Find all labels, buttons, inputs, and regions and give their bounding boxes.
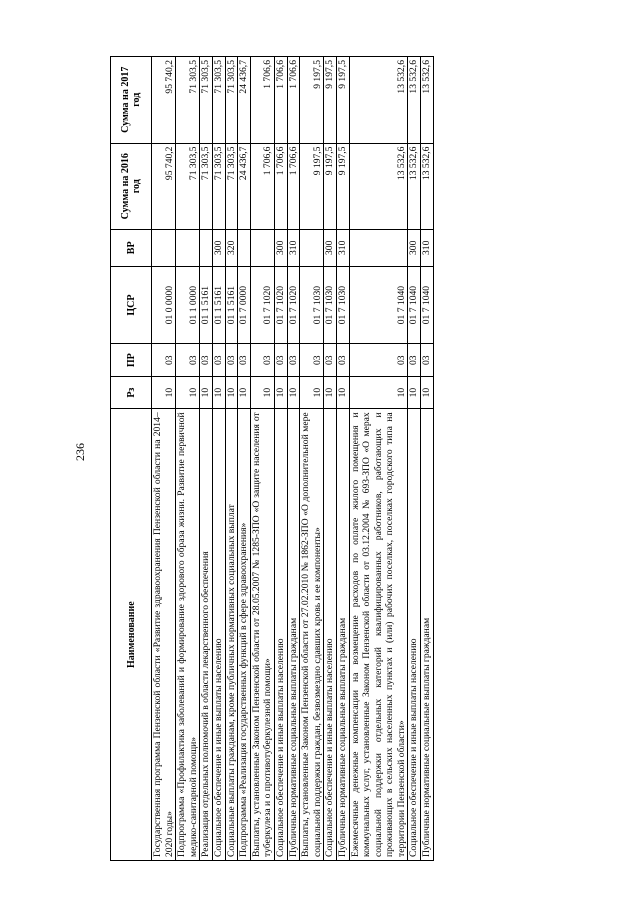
cell-sum-2017: 1 706,6 bbox=[250, 57, 274, 144]
cell-name: Государственная программа Пензенской области «Развитие здравоохранения Пензенской области на 2014–2020 годы» bbox=[152, 409, 176, 861]
cell-csr: 01 7 1040 bbox=[421, 266, 434, 344]
cell-pr: 03 bbox=[200, 344, 213, 376]
table-row bbox=[176, 57, 200, 861]
cell-csr: 01 1 5161 bbox=[225, 266, 238, 344]
cell-rz: 10 bbox=[349, 376, 408, 408]
cell-name: Социальное обеспечение и иные выплаты населению bbox=[212, 409, 225, 861]
cell-vr: 300 bbox=[212, 229, 225, 266]
cell-sum-2017: 95 740,2 bbox=[152, 57, 176, 144]
cell-name: Публичные нормативные социальные выплаты гражданам bbox=[287, 409, 300, 861]
table-row bbox=[225, 57, 238, 861]
cell-rz: 10 bbox=[274, 376, 287, 408]
cell-pr: 03 bbox=[408, 344, 421, 376]
cell-name: Социальное обеспечение и иные выплаты населению bbox=[274, 409, 287, 861]
cell-vr: 300 bbox=[324, 229, 337, 266]
cell-csr: 01 7 1040 bbox=[349, 266, 408, 344]
cell-name: Ежемесячные денежные компенсации на возмещение расходов по оплате жилого помещения и коммунальных услуг, установленные Законом Пензенской области от 03.12.2004 № 693-ЗПО «О мерах социальной поддержки отдельных категорий квалифицированных работников, работающих и проживающих в сельских населенных пунктах и (или) рабочих поселках, поселках городского типа на территории Пензенской области» bbox=[349, 409, 408, 861]
table-row bbox=[324, 57, 337, 861]
table-row bbox=[152, 57, 176, 861]
header-csr: ЦСР bbox=[111, 266, 152, 344]
cell-vr bbox=[250, 229, 274, 266]
table-row bbox=[300, 57, 324, 861]
cell-csr: 01 1 5161 bbox=[200, 266, 213, 344]
cell-sum-2016: 9 197,5 bbox=[336, 143, 349, 229]
cell-vr: 310 bbox=[421, 229, 434, 266]
header-name: Наименование bbox=[111, 409, 152, 861]
cell-sum-2017: 9 197,5 bbox=[300, 57, 324, 144]
table-row bbox=[421, 57, 434, 861]
cell-vr bbox=[176, 229, 200, 266]
cell-csr: 01 1 5161 bbox=[212, 266, 225, 344]
cell-pr: 03 bbox=[225, 344, 238, 376]
cell-pr: 03 bbox=[152, 344, 176, 376]
cell-csr: 01 7 1030 bbox=[324, 266, 337, 344]
cell-vr: 310 bbox=[287, 229, 300, 266]
cell-sum-2017: 13 532,6 bbox=[421, 57, 434, 144]
cell-vr: 300 bbox=[274, 229, 287, 266]
cell-name: Выплаты, установленные Законом Пензенской области от 28.05.2007 № 1285-ЗПО «О защите населения от туберкулеза и о противотуберкулезной помощи» bbox=[250, 409, 274, 861]
cell-name: Публичные нормативные социальные выплаты гражданам bbox=[336, 409, 349, 861]
table-row bbox=[212, 57, 225, 861]
cell-sum-2016: 13 532,6 bbox=[408, 143, 421, 229]
cell-rz: 10 bbox=[176, 376, 200, 408]
cell-csr: 01 7 1030 bbox=[300, 266, 324, 344]
cell-sum-2017: 1 706,6 bbox=[274, 57, 287, 144]
cell-vr: 300 bbox=[408, 229, 421, 266]
cell-rz: 10 bbox=[421, 376, 434, 408]
cell-name: Подпрограмма «Реализация государственных функций в сфере здравоохранения» bbox=[238, 409, 251, 861]
cell-rz: 10 bbox=[287, 376, 300, 408]
cell-vr bbox=[238, 229, 251, 266]
cell-pr: 03 bbox=[287, 344, 300, 376]
cell-rz: 10 bbox=[152, 376, 176, 408]
header-rz: Рз bbox=[111, 376, 152, 408]
cell-pr: 03 bbox=[336, 344, 349, 376]
table-row bbox=[349, 57, 408, 861]
cell-sum-2016: 1 706,6 bbox=[274, 143, 287, 229]
cell-vr: 310 bbox=[336, 229, 349, 266]
cell-sum-2016: 1 706,6 bbox=[250, 143, 274, 229]
cell-sum-2017: 9 197,5 bbox=[336, 57, 349, 144]
table-header-row bbox=[111, 57, 152, 861]
cell-sum-2016: 9 197,5 bbox=[300, 143, 324, 229]
cell-vr bbox=[152, 229, 176, 266]
cell-csr: 01 7 1020 bbox=[274, 266, 287, 344]
cell-pr: 03 bbox=[421, 344, 434, 376]
cell-pr: 03 bbox=[212, 344, 225, 376]
cell-sum-2016: 71 303,5 bbox=[176, 143, 200, 229]
cell-pr: 03 bbox=[176, 344, 200, 376]
cell-name: Социальное обеспечение и иные выплаты населению bbox=[324, 409, 337, 861]
cell-pr: 03 bbox=[300, 344, 324, 376]
budget-table bbox=[110, 56, 434, 861]
cell-pr: 03 bbox=[238, 344, 251, 376]
table-row bbox=[200, 57, 213, 861]
cell-csr: 01 7 1020 bbox=[250, 266, 274, 344]
cell-rz: 10 bbox=[225, 376, 238, 408]
cell-vr bbox=[200, 229, 213, 266]
cell-sum-2017: 71 303,5 bbox=[225, 57, 238, 144]
cell-csr: 01 0 0000 bbox=[152, 266, 176, 344]
cell-rz: 10 bbox=[336, 376, 349, 408]
page-number: 236 bbox=[73, 443, 87, 461]
cell-pr: 03 bbox=[349, 344, 408, 376]
cell-sum-2016: 1 706,6 bbox=[287, 143, 300, 229]
cell-name: Социальные выплаты гражданам, кроме публичных нормативных социальных выплат bbox=[225, 409, 238, 861]
cell-csr: 01 7 0000 bbox=[238, 266, 251, 344]
cell-vr bbox=[300, 229, 324, 266]
cell-vr bbox=[349, 229, 408, 266]
cell-sum-2017: 1 706,6 bbox=[287, 57, 300, 144]
cell-rz: 10 bbox=[212, 376, 225, 408]
cell-sum-2017: 9 197,5 bbox=[324, 57, 337, 144]
cell-rz: 10 bbox=[200, 376, 213, 408]
table-row bbox=[250, 57, 274, 861]
table-row bbox=[408, 57, 421, 861]
cell-sum-2017: 13 532,6 bbox=[408, 57, 421, 144]
cell-sum-2016: 71 303,5 bbox=[225, 143, 238, 229]
cell-pr: 03 bbox=[250, 344, 274, 376]
cell-sum-2016: 95 740,2 bbox=[152, 143, 176, 229]
cell-rz: 10 bbox=[408, 376, 421, 408]
header-sum-2016: Сумма на 2016 год bbox=[111, 143, 152, 229]
cell-name: Выплаты, установленные Законом Пензенской области от 27.02.2010 № 1862-ЗПО «О дополнительной мере социальной поддержки граждан, безвозмездно сдавших кровь и ее компоненты» bbox=[300, 409, 324, 861]
cell-rz: 10 bbox=[238, 376, 251, 408]
cell-name: Реализация отдельных полномочий в области лекарственного обеспечения bbox=[200, 409, 213, 861]
cell-sum-2016: 13 532,6 bbox=[421, 143, 434, 229]
rotated-page-area bbox=[100, 0, 640, 857]
cell-sum-2016: 9 197,5 bbox=[324, 143, 337, 229]
cell-csr: 01 7 1020 bbox=[287, 266, 300, 344]
header-pr: ПР bbox=[111, 344, 152, 376]
header-sum-2017: Сумма на 2017 год bbox=[111, 57, 152, 144]
cell-csr: 01 1 0000 bbox=[176, 266, 200, 344]
cell-csr: 01 7 1030 bbox=[336, 266, 349, 344]
cell-rz: 10 bbox=[250, 376, 274, 408]
cell-rz: 10 bbox=[324, 376, 337, 408]
cell-sum-2017: 71 303,5 bbox=[176, 57, 200, 144]
table-row bbox=[336, 57, 349, 861]
cell-sum-2016: 71 303,5 bbox=[200, 143, 213, 229]
cell-sum-2016: 13 532,6 bbox=[349, 143, 408, 229]
cell-sum-2017: 71 303,5 bbox=[200, 57, 213, 144]
header-vr: ВР bbox=[111, 229, 152, 266]
cell-csr: 01 7 1040 bbox=[408, 266, 421, 344]
table-row bbox=[238, 57, 251, 861]
cell-sum-2017: 24 436,7 bbox=[238, 57, 251, 144]
cell-vr: 320 bbox=[225, 229, 238, 266]
cell-name: Публичные нормативные социальные выплаты гражданам bbox=[421, 409, 434, 861]
cell-sum-2017: 71 303,5 bbox=[212, 57, 225, 144]
table-row bbox=[287, 57, 300, 861]
cell-pr: 03 bbox=[324, 344, 337, 376]
cell-sum-2017: 13 532,6 bbox=[349, 57, 408, 144]
cell-pr: 03 bbox=[274, 344, 287, 376]
cell-sum-2016: 71 303,5 bbox=[212, 143, 225, 229]
cell-name: Подпрограмма «Профилактика заболеваний и формирование здорового образа жизни. Развитие первичной медико-санитарной помощи» bbox=[176, 409, 200, 861]
rotated-table-frame bbox=[100, 0, 540, 905]
cell-rz: 10 bbox=[300, 376, 324, 408]
cell-sum-2016: 24 436,7 bbox=[238, 143, 251, 229]
cell-name: Социальное обеспечение и иные выплаты населению bbox=[408, 409, 421, 861]
table-row bbox=[274, 57, 287, 861]
